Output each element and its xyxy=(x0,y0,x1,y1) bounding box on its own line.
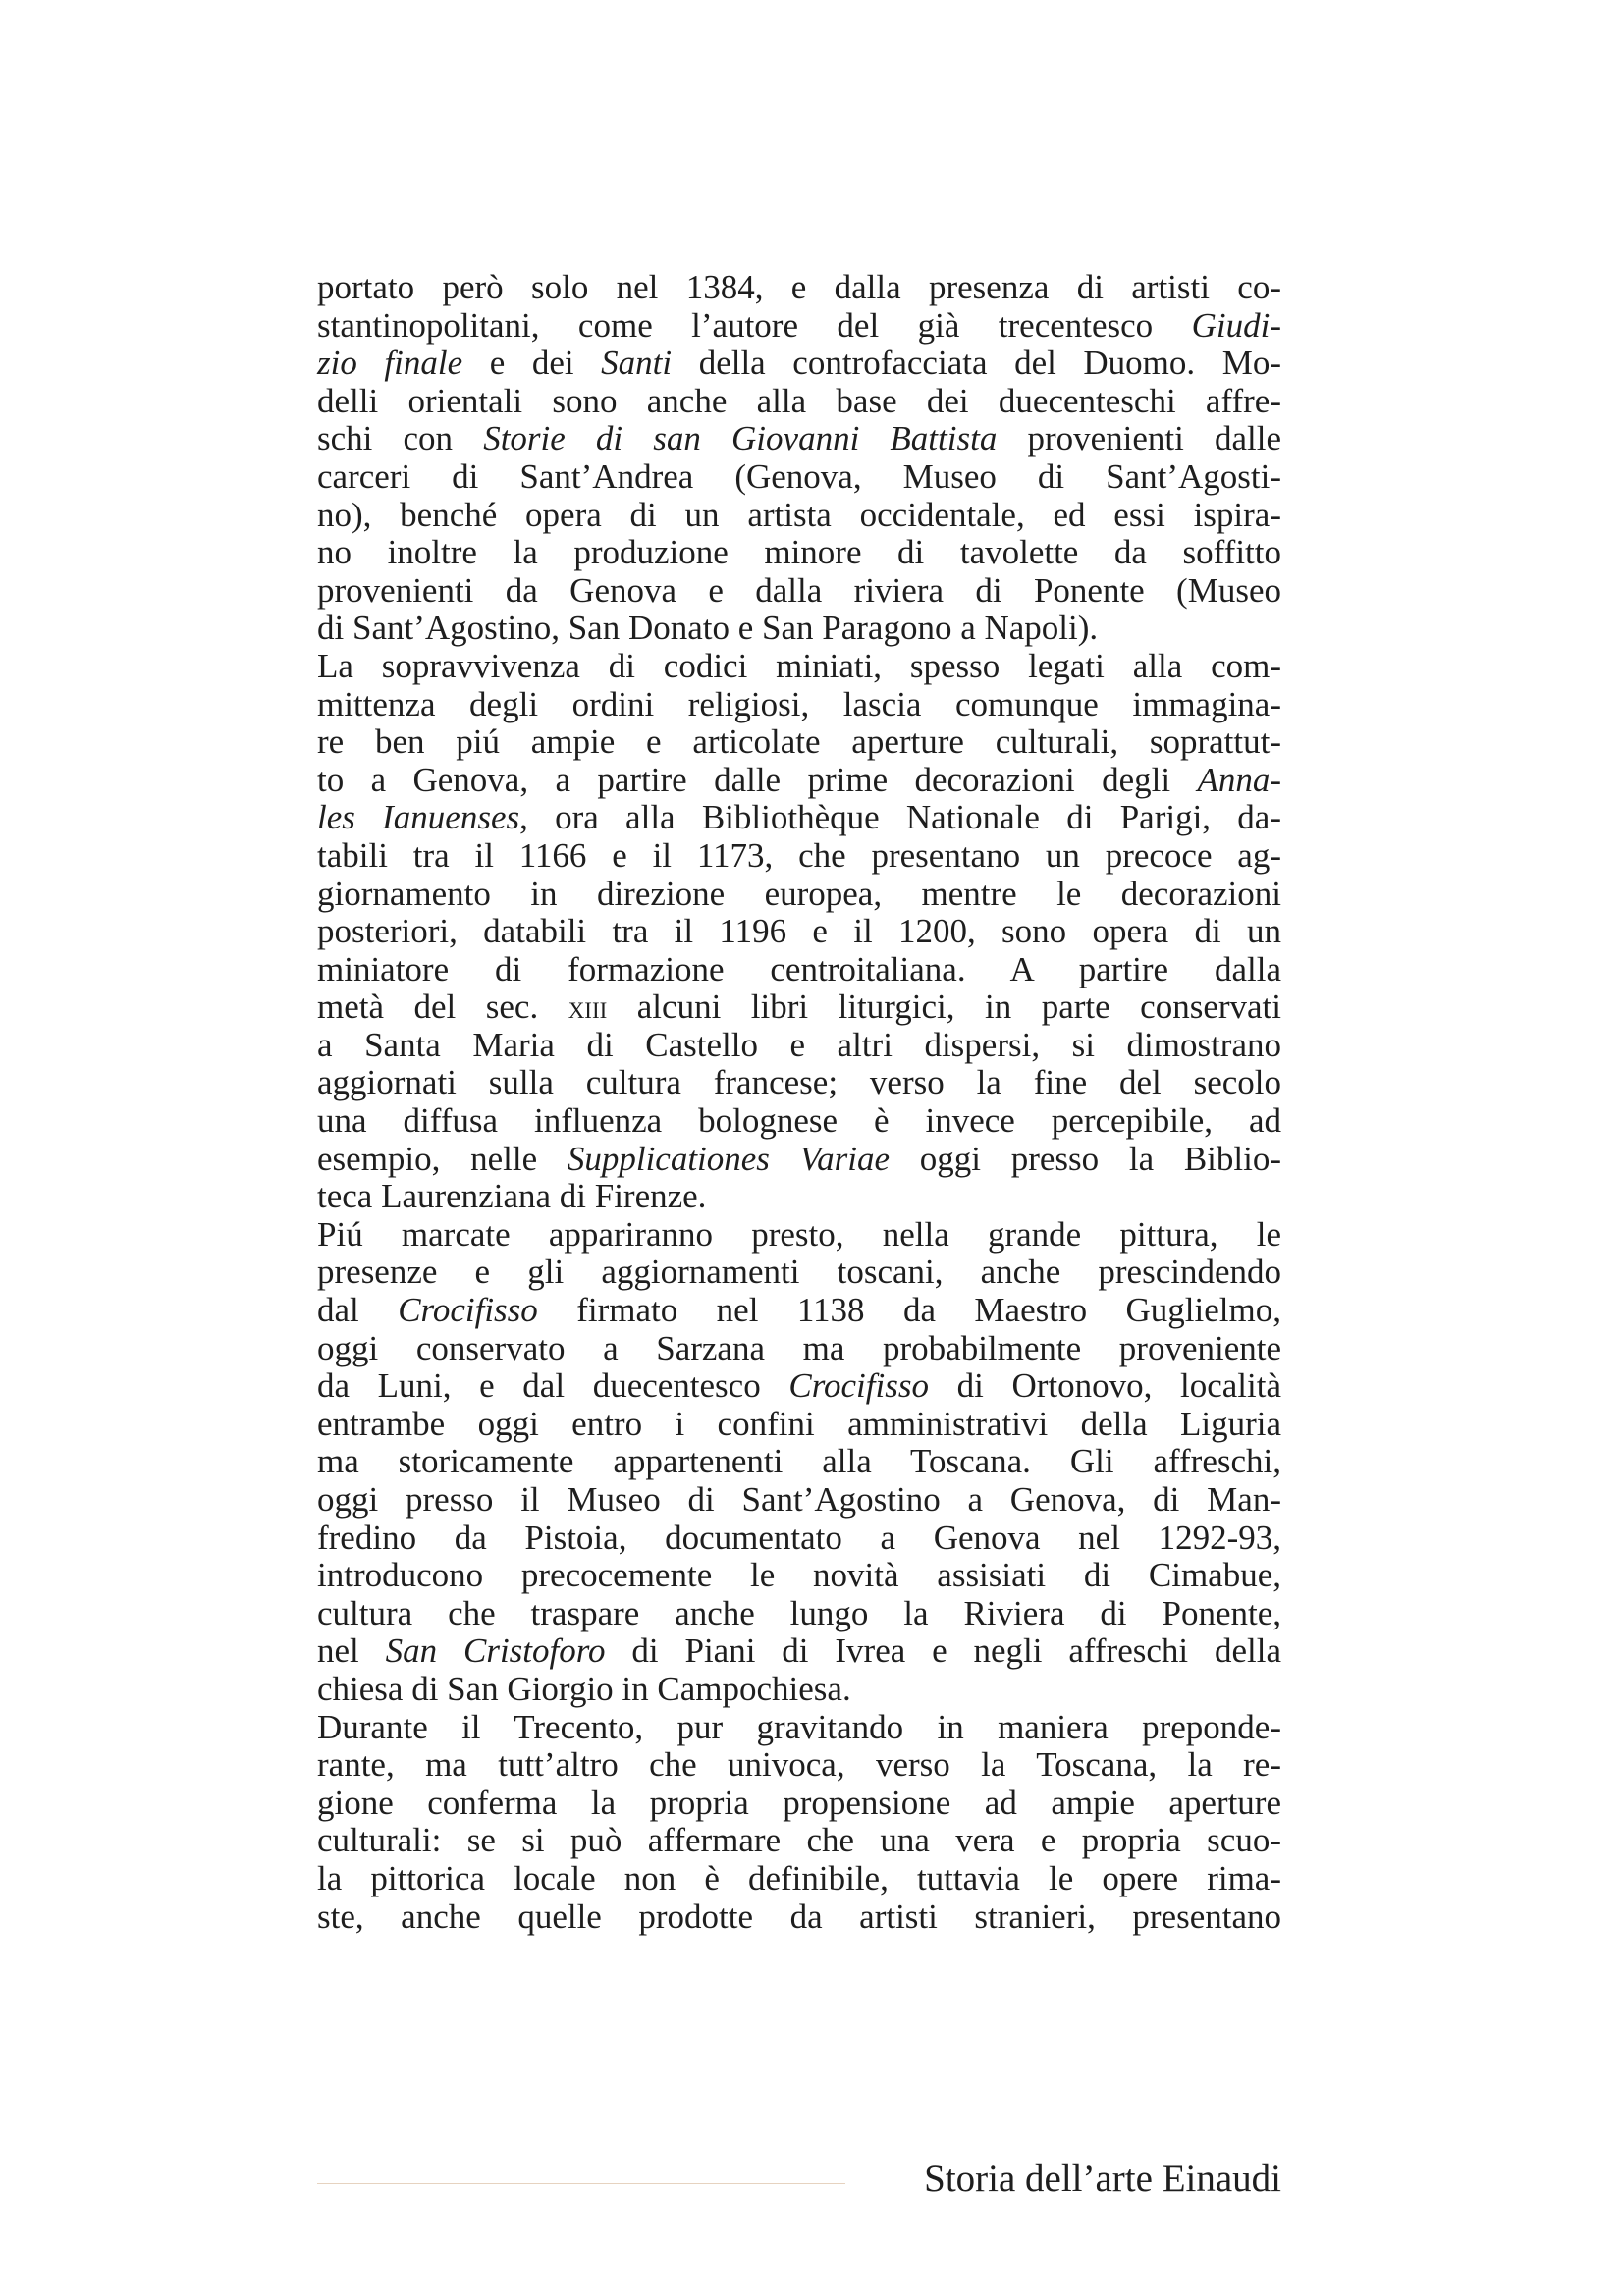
text-line xyxy=(317,1292,1281,1330)
text-run: e dei xyxy=(462,344,602,383)
text-line xyxy=(317,1254,1281,1292)
text-run: to a Genova, a partire dalle prime decorazioni degli xyxy=(317,760,1198,799)
text-line xyxy=(317,497,1281,535)
text-line xyxy=(317,686,1281,724)
text-run: di Ortonovo, località xyxy=(928,1366,1282,1406)
text-line xyxy=(317,1822,1281,1860)
text-run: la pittorica locale non è definibile, tuttavia le opere rima- xyxy=(317,1858,1281,1897)
italic-title: les Ianuenses xyxy=(317,798,520,837)
text-run: La sopravvivenza di codici miniati, spesso legati alla com- xyxy=(317,646,1281,685)
italic-title: Supplicationes Variae xyxy=(567,1139,891,1178)
text-run: portato però solo nel 1384, e dalla presenza di artisti co- xyxy=(317,268,1281,306)
text-run: ste, anche quelle prodotte da artisti stranieri, presentano xyxy=(317,1896,1281,1936)
text-run: firmato nel 1138 da Maestro Guglielmo, xyxy=(537,1291,1281,1330)
text-run: no inoltre la produzione minore di tavolette da soffitto xyxy=(317,533,1281,572)
text-run: oggi conservato a Sarzana ma probabilmente proveniente xyxy=(317,1328,1281,1367)
footer-title: Storia dell’arte Einaudi xyxy=(924,2158,1281,2200)
text-run: oggi presso la Biblio- xyxy=(890,1139,1281,1178)
text-line xyxy=(317,1746,1281,1785)
text-run: , ora alla Bibliothèque Nationale di Parigi, da- xyxy=(519,798,1281,837)
text-run: stantinopolitani, come l’autore del già trecentesco xyxy=(317,305,1192,345)
text-run: esempio, nelle xyxy=(317,1139,568,1178)
text-line xyxy=(317,723,1281,762)
italic-title: Santi xyxy=(601,344,673,383)
text-line xyxy=(317,1064,1281,1102)
text-line xyxy=(317,1141,1281,1179)
text-run: delli orientali sono anche alla base dei duecenteschi affre- xyxy=(317,381,1281,420)
text-line xyxy=(317,383,1281,421)
text-line xyxy=(317,913,1281,951)
italic-title: zio finale xyxy=(317,344,463,383)
text-run: introducono precocemente le novità assisiati di Cimabue, xyxy=(317,1556,1281,1595)
text-line xyxy=(317,799,1281,837)
text-run: metà del sec. xyxy=(317,988,568,1027)
text-run: fredino da Pistoia, documentato a Genova nel 1292-93, xyxy=(317,1518,1281,1557)
text-run: gione conferma la propria propensione ad ampie aperture xyxy=(317,1783,1281,1822)
text-line xyxy=(317,269,1281,307)
text-run: teca Laurenziana di Firenze. xyxy=(317,1177,707,1216)
text-run: Piú marcate appariranno presto, nella grande pittura, le xyxy=(317,1214,1281,1254)
italic-title: Crocifisso xyxy=(788,1366,929,1406)
text-run: entrambe oggi entro i confini amministrativi della Liguria xyxy=(317,1404,1281,1443)
text-run: aggiornati sulla cultura francese; verso la fine del secolo xyxy=(317,1063,1281,1102)
italic-title: Crocifisso xyxy=(398,1291,538,1330)
italic-title: Giudi- xyxy=(1191,305,1281,345)
body-text xyxy=(317,269,1281,1936)
text-line xyxy=(317,1178,1281,1216)
text-line xyxy=(317,988,1281,1027)
text-line xyxy=(317,534,1281,572)
text-run: schi con xyxy=(317,419,484,458)
text-line xyxy=(317,1785,1281,1823)
italic-title: Storie di san Giovanni Battista xyxy=(483,419,998,458)
text-run: posteriori, databili tra il 1196 e il 1200, sono opera di un xyxy=(317,912,1281,951)
text-line xyxy=(317,1216,1281,1255)
text-line xyxy=(317,1632,1281,1671)
text-run: provenienti dalle xyxy=(997,419,1282,458)
text-run: presenze e gli aggiornamenti toscani, anche prescindendo xyxy=(317,1253,1281,1292)
text-line xyxy=(317,951,1281,989)
text-run: della controfacciata del Duomo. Mo- xyxy=(672,344,1282,383)
text-run: giornamento in direzione europea, mentre le decorazioni xyxy=(317,874,1281,913)
text-run: una diffusa influenza bolognese è invece percepibile, ad xyxy=(317,1101,1281,1141)
text-line xyxy=(317,307,1281,346)
text-line xyxy=(317,648,1281,686)
text-run: provenienti da Genova e dalla riviera di Ponente (Museo xyxy=(317,570,1281,610)
text-line xyxy=(317,762,1281,800)
text-line xyxy=(317,1027,1281,1065)
text-line xyxy=(317,458,1281,497)
text-run: da Luni, e dal duecentesco xyxy=(317,1366,789,1406)
text-line xyxy=(317,572,1281,611)
italic-title: San Cristoforo xyxy=(385,1631,606,1671)
text-line xyxy=(317,1557,1281,1595)
text-run: oggi presso il Museo di Sant’Agostino a Genova, di Man- xyxy=(317,1480,1281,1519)
footer-rule xyxy=(317,2183,845,2184)
text-line xyxy=(317,1671,1281,1709)
text-run: tabili tra il 1166 e il 1173, che presentano un precoce ag- xyxy=(317,835,1281,875)
text-line xyxy=(317,345,1281,383)
text-run: cultura che traspare anche lungo la Riviera di Ponente, xyxy=(317,1593,1281,1632)
text-run: mittenza degli ordini religiosi, lascia comunque immagina- xyxy=(317,684,1281,723)
text-line xyxy=(317,1367,1281,1406)
text-line xyxy=(317,1595,1281,1633)
text-line xyxy=(317,420,1281,458)
text-run: no), benché opera di un artista occidentale, ed essi ispira- xyxy=(317,495,1281,534)
text-run: culturali: se si può affermare che una vera e propria scuo- xyxy=(317,1821,1281,1860)
text-line xyxy=(317,1709,1281,1747)
text-run: nel xyxy=(317,1631,386,1671)
text-run: dal xyxy=(317,1291,399,1330)
text-run: alcuni libri liturgici, in parte conservati xyxy=(607,988,1281,1027)
italic-title: Anna- xyxy=(1197,760,1281,799)
text-line xyxy=(317,1406,1281,1444)
text-line xyxy=(317,1481,1281,1520)
text-run: di Piani di Ivrea e negli affreschi della xyxy=(605,1631,1281,1671)
text-line xyxy=(317,610,1281,648)
text-run: di Sant’Agostino, San Donato e San Paragono a Napoli). xyxy=(317,609,1099,648)
text-run: miniatore di formazione centroitaliana. A partire dalla xyxy=(317,949,1281,988)
text-run: carceri di Sant’Andrea (Genova, Museo di Sant’Agosti- xyxy=(317,456,1281,496)
text-run: re ben piú ampie e articolate aperture culturali, soprattut- xyxy=(317,722,1281,762)
text-run: a Santa Maria di Castello e altri dispersi, si dimostrano xyxy=(317,1025,1281,1064)
small-caps-numeral: xiii xyxy=(568,989,608,1026)
text-line xyxy=(317,837,1281,876)
text-line xyxy=(317,1520,1281,1558)
text-run: ma storicamente appartenenti alla Toscana. Gli affreschi, xyxy=(317,1442,1281,1481)
text-line xyxy=(317,1102,1281,1141)
text-line xyxy=(317,876,1281,914)
text-line xyxy=(317,1330,1281,1368)
text-line xyxy=(317,1860,1281,1898)
text-line xyxy=(317,1443,1281,1481)
text-line xyxy=(317,1898,1281,1937)
text-run: Durante il Trecento, pur gravitando in maniera prepondе- xyxy=(317,1707,1281,1746)
text-run: rante, ma tutt’altro che univoca, verso la Toscana, la re- xyxy=(317,1745,1281,1785)
text-run: chiesa di San Giorgio in Campochiesa. xyxy=(317,1669,851,1708)
